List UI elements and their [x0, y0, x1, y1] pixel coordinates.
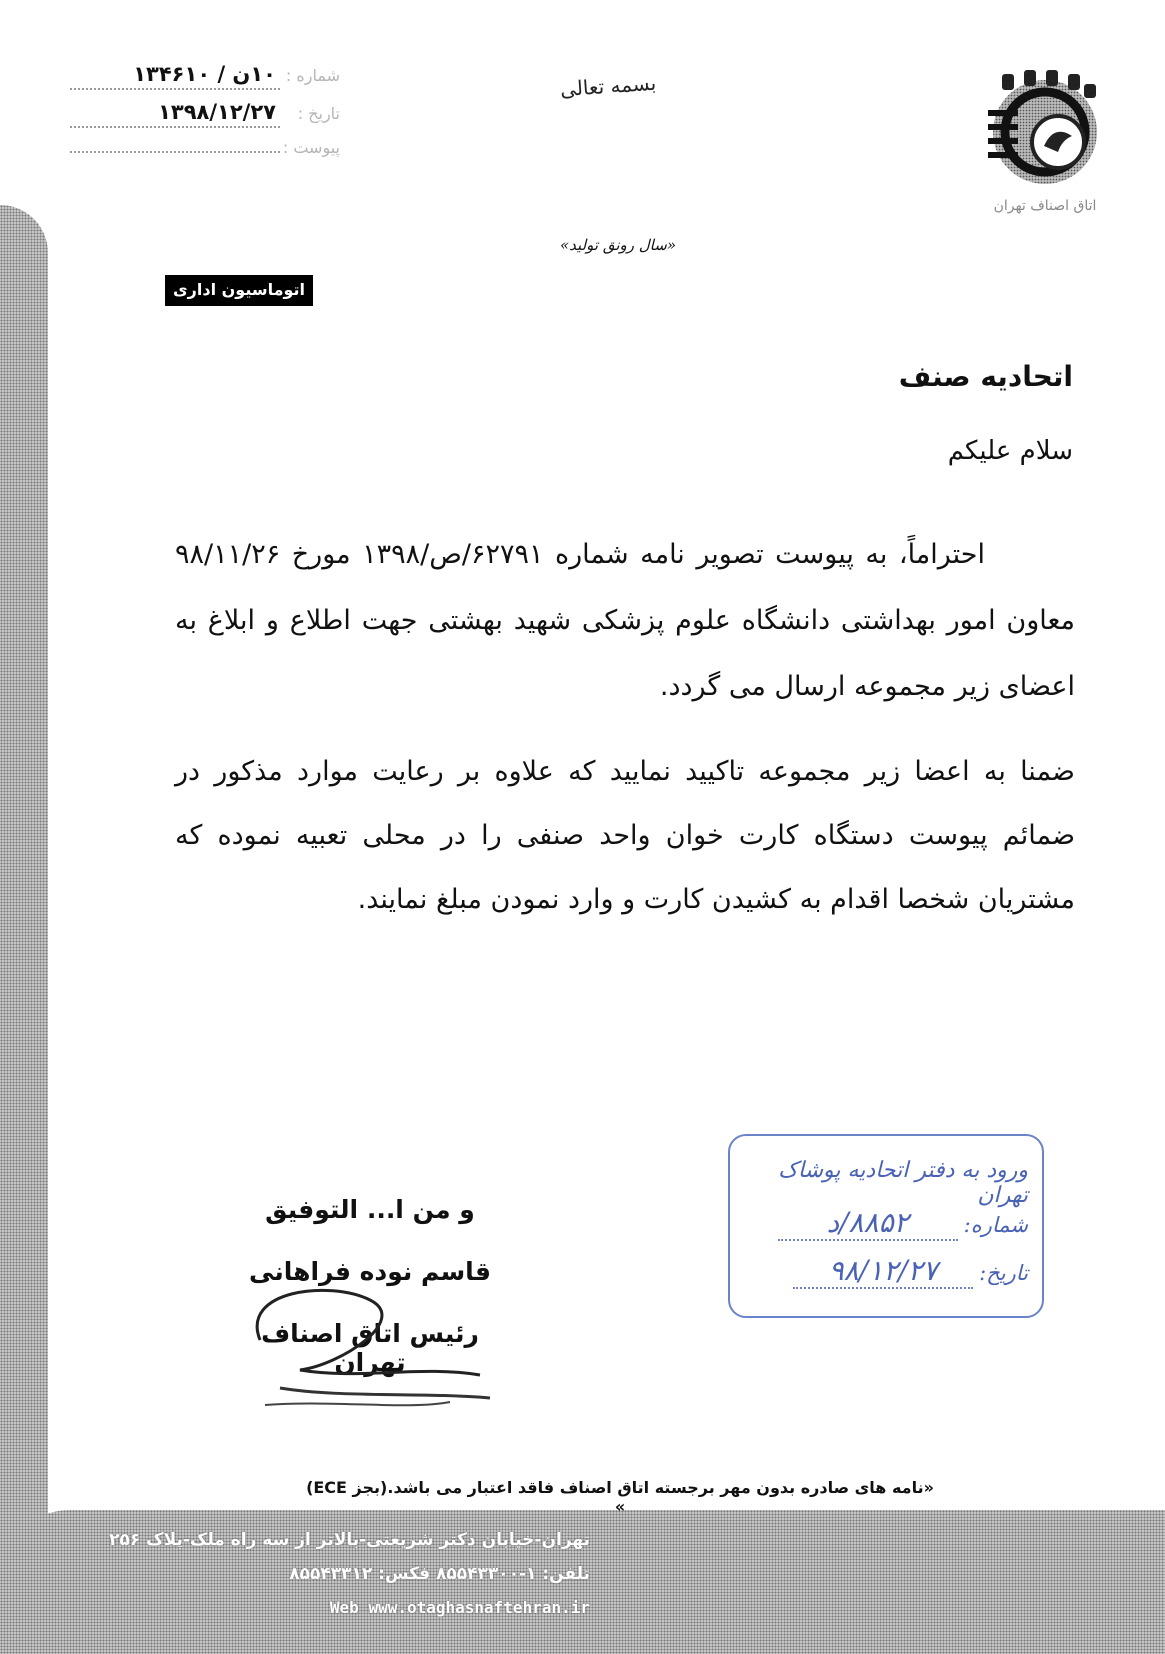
stamp-number-row — [778, 1206, 1028, 1241]
header-motto: بسمه تعالی — [559, 70, 657, 102]
reference-date-row — [70, 100, 340, 138]
side-halftone-decoration — [0, 205, 48, 1654]
stamp-date-value: ۹۸/۱۲/۲۷ — [793, 1254, 973, 1289]
attachment-label: پیوست : — [282, 138, 340, 157]
greeting: سلام علیکم — [947, 436, 1073, 466]
number-value: ۱۰ن / ۱۳۴۶۱۰ — [70, 62, 280, 90]
paragraph-1: احتراماً، به پیوست تصویر نامه شماره ۶۲۷۹۱/ص/۱۳۹۸ مورخ ۹۸/۱۱/۲۶ معاون امور بهداشتی دانشگاه علوم پزشکی شهید بهشتی جهت اطلاع و ابلاغ به اعضای زیر مجموعه ارسال می گردد. — [175, 539, 1075, 702]
logo-caption: اتاق اصناف تهران — [993, 198, 1097, 214]
validity-footnote: «نامه های صادره بدون مهر برجسته اتاق اصناف فاقد اعتبار می باشد.(بجز ECE) » — [306, 1478, 934, 1516]
automation-label: اتوماسیون اداری — [165, 275, 313, 306]
stamp-date-row — [793, 1254, 1028, 1289]
stamp-title: ورود به دفتر اتحادیه پوشاک تهران — [778, 1158, 1028, 1208]
recipient: اتحادیه صنف — [898, 360, 1073, 393]
date-value: ۱۳۹۸/۱۲/۲۷ — [70, 100, 280, 128]
handwritten-signature — [220, 1270, 520, 1420]
reference-attachment-row — [70, 138, 340, 176]
signer-title: رئیس اتاق اصناف تهران — [261, 1319, 479, 1377]
signer-name: قاسم نوده فراهانی — [249, 1257, 491, 1286]
footer-phone-fax: تلفن: ۱-۸۵۵۴۳۳۰۰ فکس: ۸۵۵۴۳۳۱۲ — [289, 1564, 590, 1584]
date-label: تاریخ : — [297, 104, 340, 123]
gear-emblem-icon — [980, 70, 1110, 195]
stamp-number-value: ۸۸۵۲/د — [778, 1206, 958, 1241]
footer-contact — [70, 1530, 590, 1632]
attachment-value — [70, 149, 280, 153]
footer-address: تهران-خیابان دکتر شریعتی-بالاتر از سه راه ملک-پلاک ۲۵۶ — [109, 1530, 590, 1550]
footer-website: Web www.otaghasnaftehran.ir — [329, 1598, 590, 1617]
closing-phrase: و من ا... التوفیق — [265, 1195, 475, 1224]
year-slogan: «سال رونق تولید» — [560, 236, 676, 254]
registration-stamp — [728, 1134, 1044, 1318]
stamp-date-label: تاریخ: — [979, 1261, 1028, 1285]
reference-number-row — [70, 62, 340, 100]
number-label: شماره : — [285, 66, 340, 85]
guild-chamber-logo — [980, 70, 1110, 230]
paragraph-2: ضمنا به اعضا زیر مجموعه تاکیید نمایید که علاوه بر رعایت موارد مذکور در ضمائم پیوست دستگاه کارت خوان واحد صنفی را در محلی تعبیه نموده که مشتریان شخصا اقدام به کشیدن کارت و وارد نمودن مبلغ نمایند. — [175, 756, 1075, 915]
stamp-number-label: شماره: — [963, 1213, 1028, 1237]
reference-block — [70, 62, 340, 176]
